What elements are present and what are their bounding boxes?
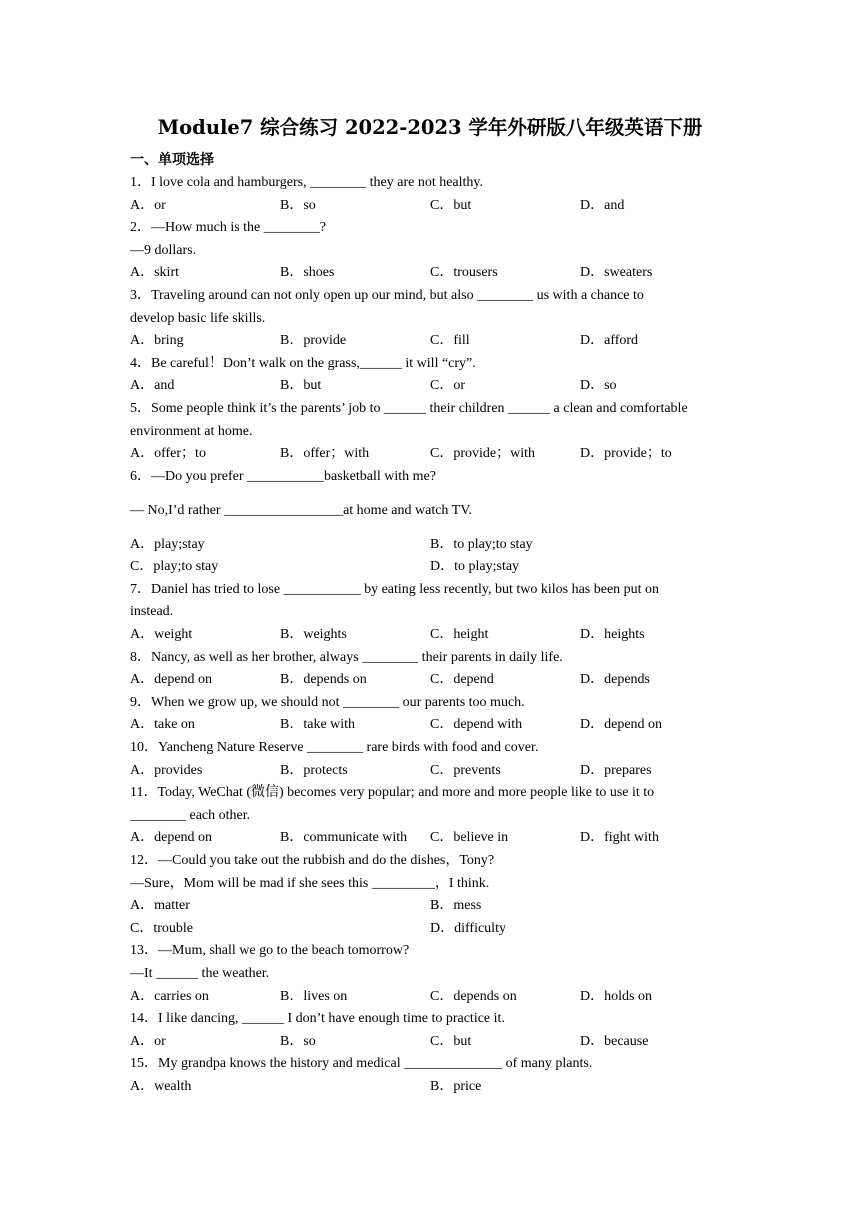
options-row [130,375,750,398]
option-c[interactable]: C．depend with [430,717,523,733]
question-stem-continued: develop basic life skills. [130,310,266,326]
section-heading: 一、单项选择 [130,152,214,168]
question-stem: 14．I like dancing, ______ I don’t have enough time to practice it. [130,1011,505,1027]
question-6 [130,466,750,579]
options-row [130,669,750,692]
option-c[interactable]: C．height [430,627,489,643]
question-stem: 15．My grandpa knows the history and medical ______________ of many plants. [130,1056,593,1072]
option-d[interactable]: D．to play;stay [430,559,520,575]
option-b[interactable]: B．provide [280,333,347,349]
question-12 [130,850,750,940]
option-c[interactable]: C．play;to stay [130,559,219,575]
question-10 [130,737,750,782]
option-d[interactable]: D．fight with [580,830,659,846]
options-row [130,443,750,466]
question-stem-continued: — No,I’d rather _________________at home and watch TV. [130,502,473,518]
option-a[interactable]: A．provides [130,762,203,778]
options-row [130,1076,750,1099]
option-c[interactable]: C．prevents [430,762,501,778]
option-a[interactable]: A．offer；to [130,446,206,462]
option-d[interactable]: D．depend on [580,717,663,733]
option-b[interactable]: B．lives on [280,988,348,1004]
option-b[interactable]: B．weights [280,627,347,643]
option-c[interactable]: C．but [430,1033,472,1049]
option-c[interactable]: C．provide；with [430,446,535,462]
option-c[interactable]: C．depend [430,672,494,688]
option-b[interactable]: B．depends on [280,672,367,688]
question-stem: 10．Yancheng Nature Reserve ________ rare birds with food and cover. [130,740,539,756]
question-stem: 5．Some people think it’s the parents’ job to ______ their children ______ a clean and comfortable [130,400,688,416]
options-row [130,195,750,218]
question-stem: 11．Today, WeChat (微信) becomes very popular; and more and more people like to use it to [130,785,655,801]
option-c[interactable]: C．believe in [430,830,509,846]
option-b[interactable]: B．communicate with [280,830,408,846]
options-row [130,714,750,737]
option-d[interactable]: D．prepares [580,762,652,778]
options-row [130,895,750,918]
question-stem: 4．Be careful！Don’t walk on the grass,______ it will “cry”. [130,355,476,371]
question-stem-continued: ________ each other. [130,807,251,823]
question-4 [130,353,750,398]
option-c[interactable]: C．trouble [130,920,193,936]
question-7 [130,579,750,647]
option-b[interactable]: B．price [430,1078,482,1094]
question-stem: 8．Nancy, as well as her brother, always ________ their parents in daily life. [130,649,563,665]
option-c[interactable]: C．but [430,197,472,213]
option-d[interactable]: D．heights [580,627,645,643]
option-a[interactable]: A．skirt [130,265,179,281]
option-c[interactable]: C．trousers [430,265,498,281]
option-a[interactable]: A．play;stay [130,536,205,552]
options-row [130,1031,750,1054]
question-stem: 7．Daniel has tried to lose ___________ by eating less recently, but two kilos has been put on [130,581,660,597]
option-d[interactable]: D．afford [580,333,639,349]
option-d[interactable]: D．holds on [580,988,652,1004]
option-b[interactable]: B．to play;to stay [430,536,533,552]
option-d[interactable]: D．because [580,1033,649,1049]
option-b[interactable]: B．so [280,1033,316,1049]
option-d[interactable]: D．so [580,378,617,394]
question-1 [130,172,750,217]
question-stem-continued: instead. [130,604,174,620]
option-a[interactable]: A．and [130,378,175,394]
options-row [130,556,750,579]
option-a[interactable]: A．or [130,1033,166,1049]
question-stem-continued: —9 dollars. [130,242,197,258]
option-b[interactable]: B．protects [280,762,348,778]
question-stem-continued: —Sure，Mom will be mad if she sees this _________，I think. [130,875,490,891]
option-d[interactable]: D．sweaters [580,265,653,281]
question-stem: 13．—Mum, shall we go to the beach tomorrow? [130,943,410,959]
question-stem-continued: environment at home. [130,423,253,439]
option-a[interactable]: A．depend on [130,672,213,688]
option-b[interactable]: B．mess [430,898,482,914]
option-a[interactable]: A．weight [130,627,193,643]
question-stem-continued: —It ______ the weather. [130,965,270,981]
options-row [130,262,750,285]
options-row [130,534,750,557]
question-stem: 6．—Do you prefer ___________basketball with me? [130,468,436,484]
option-c[interactable]: C．fill [430,333,470,349]
question-8 [130,647,750,692]
question-11 [130,782,750,850]
option-d[interactable]: D．difficulty [430,920,506,936]
options-row [130,624,750,647]
options-row [130,918,750,941]
option-b[interactable]: B．but [280,378,322,394]
options-row [130,760,750,783]
option-a[interactable]: A．carries on [130,988,209,1004]
question-15 [130,1053,750,1098]
question-stem: 3．Traveling around can not only open up our mind, but also ________ us with a chance to [130,287,644,303]
question-stem: 2．—How much is the ________? [130,220,326,236]
option-b[interactable]: B．shoes [280,265,335,281]
question-13 [130,940,750,1008]
option-b[interactable]: B．take with [280,717,356,733]
options-row [130,330,750,353]
question-stem: 9．When we grow up, we should not ________ our parents too much. [130,694,525,710]
option-b[interactable]: B．so [280,197,316,213]
option-a[interactable]: A．take on [130,717,195,733]
option-d[interactable]: D．and [580,197,625,213]
question-stem: 1．I love cola and hamburgers, ________ they are not healthy. [130,175,484,190]
option-c[interactable]: C．or [430,378,465,394]
question-3 [130,285,750,353]
option-a[interactable]: A．bring [130,333,184,349]
option-c[interactable]: C．depends on [430,988,517,1004]
question-stem: 12．—Could you take out the rubbish and do the dishes，Tony? [130,853,495,868]
question-list [130,172,750,1099]
option-a[interactable]: A．wealth [130,1078,192,1094]
document-title: Module7 综合练习 2022-2023 学年外研版八年级英语下册 [157,116,703,139]
option-b[interactable]: B．offer；with [280,446,370,462]
option-d[interactable]: D．provide；to [580,446,672,462]
question-2 [130,217,750,285]
options-row [130,986,750,1009]
option-a[interactable]: A．depend on [130,830,213,846]
options-row [130,827,750,850]
question-9 [130,692,750,737]
question-14 [130,1008,750,1053]
option-d[interactable]: D．depends [580,672,650,688]
question-5 [130,398,750,466]
option-a[interactable]: A．matter [130,898,190,914]
option-a[interactable]: A．or [130,197,166,213]
